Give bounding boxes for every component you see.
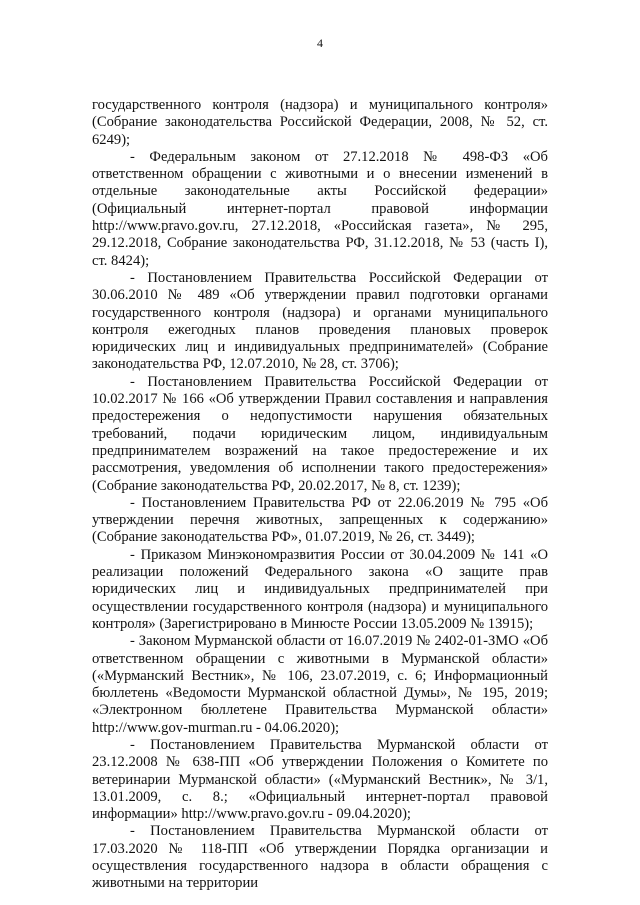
paragraph-resolution-795: - Постановлением Правительства РФ от 22.06.2019 № 795 «Об утверждении перечня животных, запрещенных к содержанию» (Собрание законодательства РФ», 01.07.2019, № 26, ст. 3449);: [92, 494, 548, 546]
paragraph-resolution-166: - Постановлением Правительства Российской Федерации от 10.02.2017 № 166 «Об утверждении Правил составления и направления предостережения о недопустимости нарушения обязательных требований, подачи юридическим лицом, индивидуальным предпринимателем возражений на такое предостережение и их рассмотрения, уведомления об исполнении такого предостережения» (Собрание законодательства РФ, 20.02.2017, № 8, ст. 1239);: [92, 373, 548, 494]
document-body: [92, 97, 548, 893]
paragraph-continuation: государственного контроля (надзора) и муниципального контроля» (Собрание законодательства Российской Федерации, 2008, № 52, ст. 6249);: [92, 97, 548, 148]
paragraph-order-141: - Приказом Минэкономразвития России от 30.04.2009 № 141 «О реализации положений Федерального закона «О защите прав юридических лиц и индивидуальных предпринимателей при осуществлении государственного контроля (надзора) и муниципального контроля» (Зарегистрировано в Минюсте России 13.05.2009 № 13915);: [92, 546, 548, 632]
paragraph-federal-law-498: - Федеральным законом от 27.12.2018 № 498-ФЗ «Об ответственном обращении с животными и о внесении изменений в отдельные законодательные акты Российской федерации» (Официальный интернет-портал правовой информации http://www.pravo.gov.ru, 27.12.2018, «Российская газета», № 295, 29.12.2018, Собрание законодательства РФ, 31.12.2018, № 53 (часть I), ст. 8424);: [92, 148, 548, 269]
page-number: 4: [317, 36, 323, 50]
paragraph-resolution-638: - Постановлением Правительства Мурманской области от 23.12.2008 № 638-ПП «Об утверждении Положения о Комитете по ветеринарии Мурманской области» («Мурманский Вестник», № 3/1, 13.01.2009, с. 8.; «Официальный интернет-портал правовой информации» http://www.pravo.gov.ru - 09.04.2020);: [92, 736, 548, 823]
paragraph-resolution-489: - Постановлением Правительства Российской Федерации от 30.06.2010 № 489 «Об утверждении правил подготовки органами государственного контроля (надзора) и органами муниципального контроля ежегодных планов проведения плановых проверок юридических лиц и индивидуальных предпринимателей» (Собрание законодательства РФ, 12.07.2010, № 28, ст. 3706);: [92, 269, 548, 373]
paragraph-resolution-118: - Постановлением Правительства Мурманской области от 17.03.2020 № 118-ПП «Об утверждении Порядка организации и осуществления государственного надзора в области обращения с животными на территории: [92, 823, 548, 892]
paragraph-murmansk-law-2402: - Законом Мурманской области от 16.07.2019 № 2402-01-ЗМО «Об ответственном обращении с животными в Мурманской области» («Мурманский Вестник», № 106, 23.07.2019, с. 6; Информационный бюллетень «Ведомости Мурманской областной Думы», № 195, 2019; «Электронном бюллетене Правительства Мурманской области» http://www.gov-murman.ru - 04.06.2020);: [92, 633, 548, 736]
